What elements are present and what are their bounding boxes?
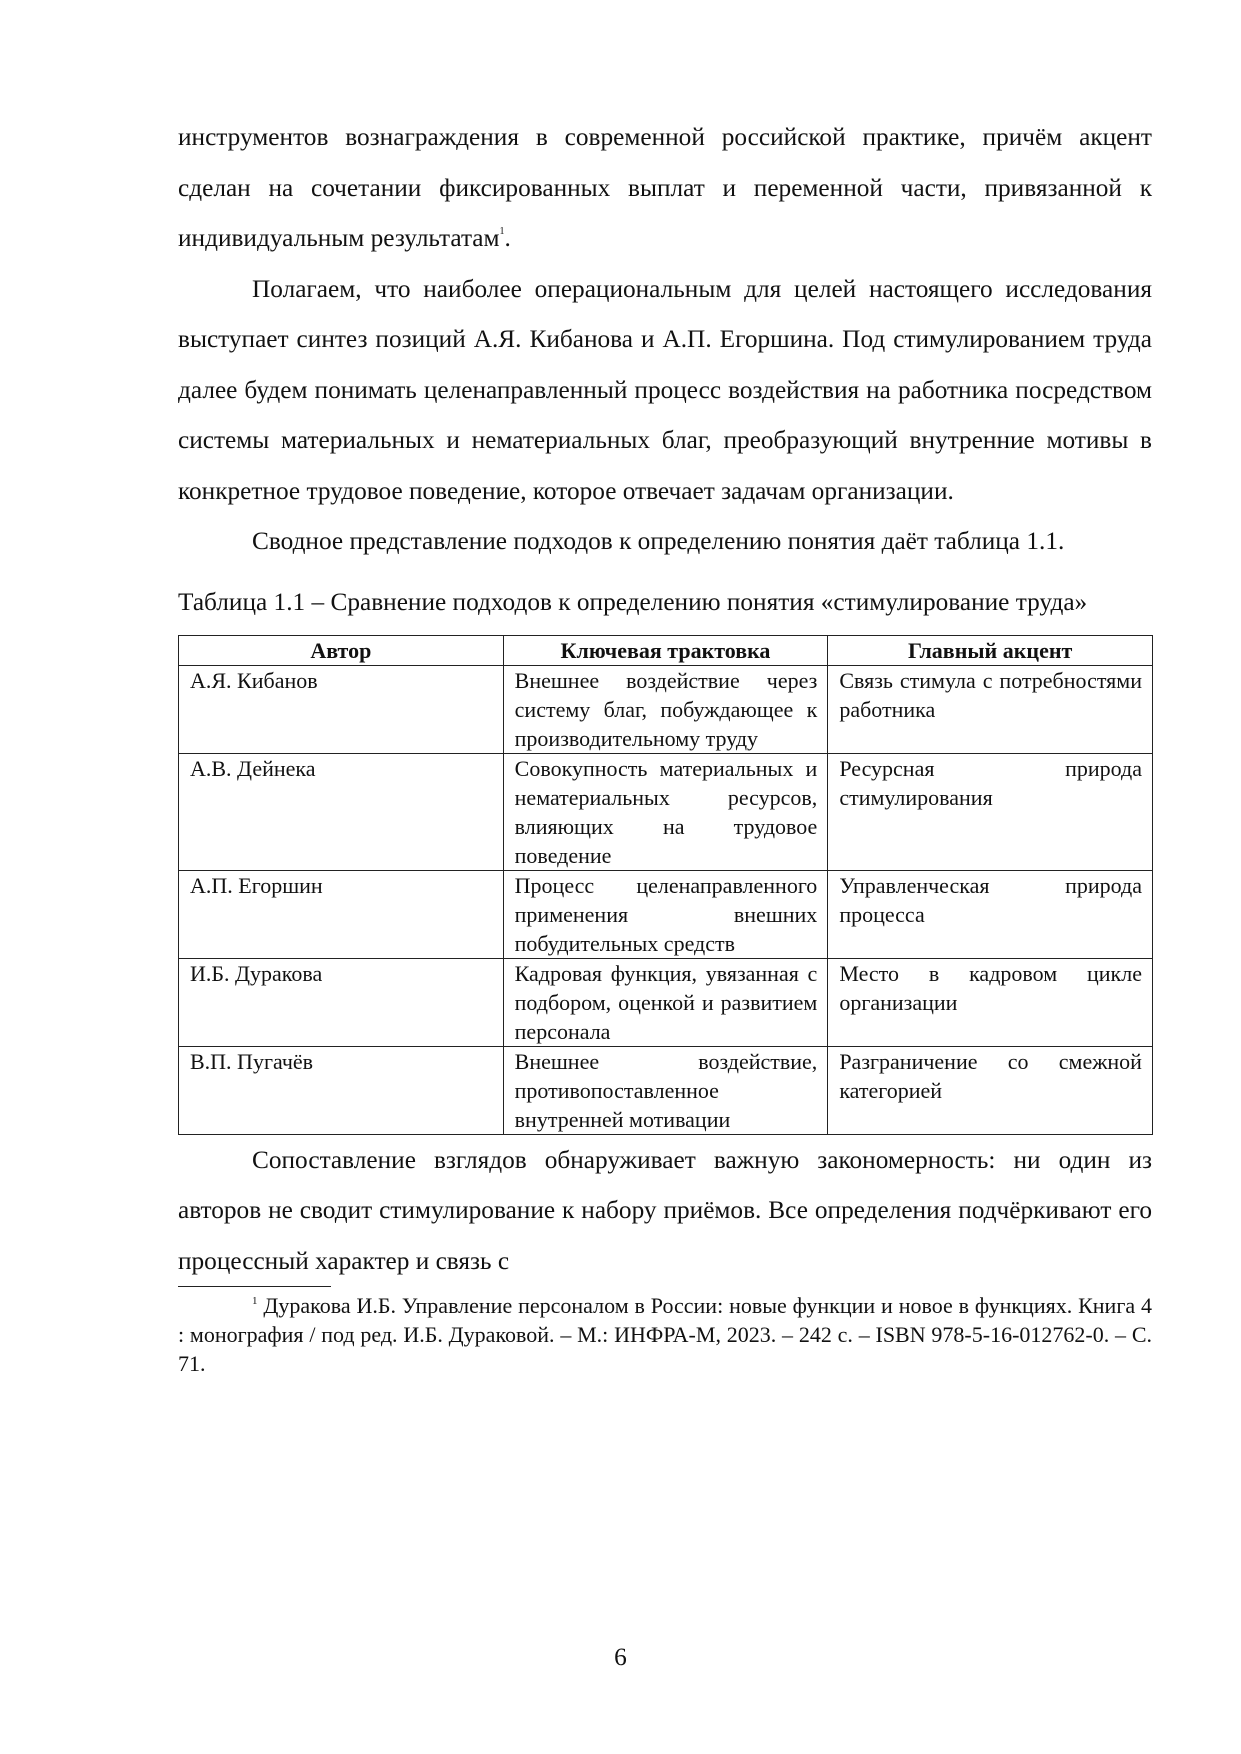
- cell-accent: Разграничение со смежной категорией: [828, 1046, 1153, 1134]
- table-caption: Таблица 1.1 – Сравнение подходов к определению понятия «стимулирование труда»: [178, 587, 1088, 616]
- table-row: [179, 753, 1153, 870]
- cell-author: А.П. Егоршин: [179, 870, 504, 958]
- page-number: 6: [614, 1643, 627, 1671]
- table-row: [179, 958, 1153, 1046]
- cell-author: А.Я. Кибанов: [179, 665, 504, 753]
- table-header-row: [179, 635, 1153, 665]
- header-author: Автор: [179, 635, 504, 665]
- table-row: [179, 1046, 1153, 1134]
- footnote-marker: 1: [252, 1295, 258, 1307]
- header-accent: Главный акцент: [828, 635, 1153, 665]
- page-body: [178, 112, 1152, 1378]
- cell-interpretation: Кадровая функция, увязанная с подбором, оценкой и развитием персонала: [503, 958, 828, 1046]
- table-row: [179, 665, 1153, 753]
- cell-interpretation: Процесс целенаправленного применения внешних побудительных средств: [503, 870, 828, 958]
- comparison-table: [178, 635, 1153, 1135]
- footnote-reference[interactable]: 1: [499, 226, 505, 237]
- footnote-text: Дуракова И.Б. Управление персоналом в России: новые функции и новое в функциях. Книга 4 : монография / под ред. И.Б. Дураковой. – М.: ИНФРА-М, 2023. – 242 с. – ISBN 978-5-16-012762-0. – С. 71.: [178, 1293, 1152, 1376]
- footnote: [178, 1291, 1152, 1378]
- footnote-separator: [178, 1286, 331, 1287]
- cell-author: В.П. Пугачёв: [179, 1046, 504, 1134]
- paragraph-3: Сводное представление подходов к определению понятия даёт таблица 1.1.: [252, 527, 1065, 555]
- table-row: [179, 870, 1153, 958]
- paragraph-4: Сопоставление взглядов обнаруживает важную закономерность: ни один из авторов не сводит стимулирование к набору приёмов. Все определения подчёркивают его процессный характер и связь с: [178, 1145, 1152, 1275]
- cell-author: А.В. Дейнека: [179, 753, 504, 870]
- paragraph-2: Полагаем, что наиболее операциональным для целей настоящего исследования выступает синтез позиций А.Я. Кибанова и А.П. Егоршина. Под стимулированием труда далее будем понимать целенаправленный процесс воздействия на работника посредством системы материальных и нематериальных благ, преобразующий внутренние мотивы в конкретное трудовое поведение, которое отвечает задачам организации.: [178, 274, 1152, 505]
- cell-interpretation: Совокупность материальных и нематериальных ресурсов, влияющих на трудовое поведение: [503, 753, 828, 870]
- paragraph-1-text: инструментов вознаграждения в современной российской практике, причём акцент сделан на сочетании фиксированных выплат и переменной части, привязанной к индивидуальным результатам: [178, 123, 1152, 252]
- cell-accent: Ресурсная природа стимулирования: [828, 753, 1153, 870]
- cell-author: И.Б. Дуракова: [179, 958, 504, 1046]
- cell-accent: Управленческая природа процесса: [828, 870, 1153, 958]
- cell-accent: Связь стимула с потребностями работника: [828, 665, 1153, 753]
- header-interpretation: Ключевая трактовка: [503, 635, 828, 665]
- cell-interpretation: Внешнее воздействие через систему благ, побуждающее к производительному труду: [503, 665, 828, 753]
- paragraph-1: [178, 112, 1152, 264]
- cell-accent: Место в кадровом цикле организации: [828, 958, 1153, 1046]
- cell-interpretation: Внешнее воздействие, противопоставленное внутренней мотивации: [503, 1046, 828, 1134]
- paragraph-1-end: .: [504, 224, 511, 252]
